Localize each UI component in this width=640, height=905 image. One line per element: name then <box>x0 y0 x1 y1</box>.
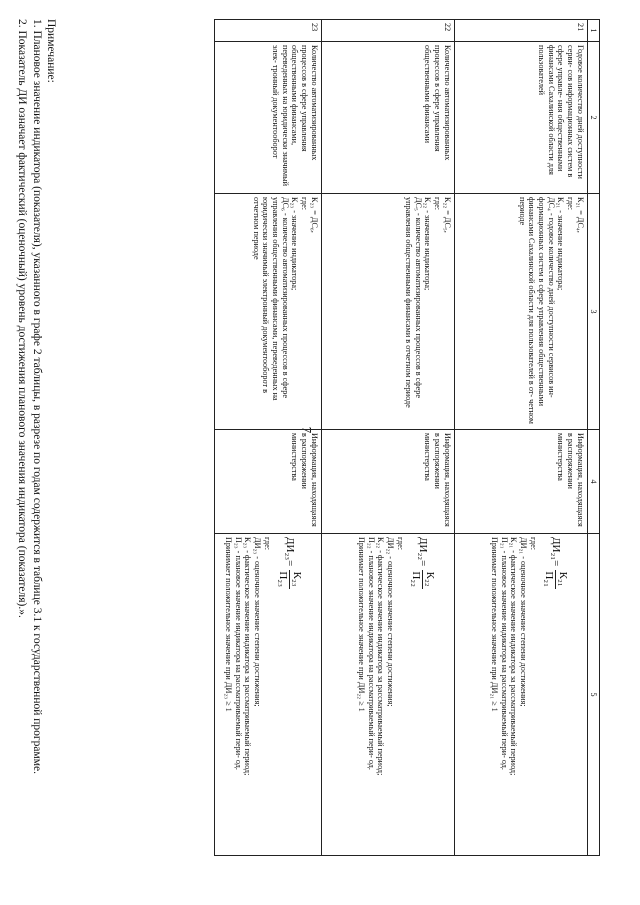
data-source: Информация, находящаяся в распоряжении министерства <box>321 430 454 534</box>
calc-line: К₂₁ = ДС₄, <box>575 197 585 233</box>
explain-line: где: <box>262 537 272 551</box>
calc-line: где: <box>299 197 309 211</box>
explain-line: ДИ₂₂ - оценочное значение степени достижения; <box>385 537 395 707</box>
explain-line: К₂₂ - фактическое значение индикатора за рассматриваемый период; <box>376 537 386 776</box>
rotated-page-content <box>16 11 600 881</box>
explain-line: П₂₂ - плановое значение индикатора на рассматриваемый пери- од. <box>366 537 376 770</box>
explain-line: Принимает положительное значение при ДИ₂₂ ≥ 1 <box>356 537 366 712</box>
header-col-4: 4 <box>587 430 599 534</box>
row-number: 23 <box>214 20 321 42</box>
table-row <box>321 20 454 856</box>
calc-line: К₂₂ = ДС₅, <box>442 197 452 233</box>
header-col-1: 1 <box>587 20 599 42</box>
fraction-numerator: К₂₃ <box>290 571 303 587</box>
fraction-denominator: П₂₂ <box>409 571 422 587</box>
calculation-cell <box>321 194 454 430</box>
calc-line: где: <box>432 197 442 211</box>
calc-line: К₂₂ - значение индикатора; <box>423 197 433 291</box>
calc-line: где: <box>565 197 575 211</box>
explain-line: Принимает положительное значение при ДИ₂₃ ≥ 1 <box>223 537 233 712</box>
row-number: 22 <box>321 20 454 42</box>
table-header-row <box>587 20 599 856</box>
footnote-item: 2. Показатель ДИ означает фактический (оценочный) уровень достижения планового значения индикатора (показателя).». <box>16 19 29 618</box>
explain-line: К₂₁ - фактическое значение индикатора за рассматриваемый период; <box>509 537 519 776</box>
indicator-name: Количество автоматизированных процессов в сфере управления общественными финансами <box>321 42 454 194</box>
explain-line: ДИ₂₃ - оценочное значение степени достижения; <box>252 537 262 707</box>
explain-line: Принимает положительное значение при ДИ₂₁ ≥ 1 <box>489 537 499 712</box>
row-number: 21 <box>454 20 587 42</box>
explain-line: К₂₃ - фактическое значение индикатора за рассматриваемый период; <box>243 537 253 776</box>
indicators-table <box>214 19 600 856</box>
fraction-denominator: П₂₃ <box>276 571 289 587</box>
footnote-item: 1. Плановое значение индикатора (показателя), указанного в графе 2 таблицы, в разрезе по годам содержится в таблице 3.1 к государственной программе. <box>30 19 43 775</box>
table-row <box>454 20 587 856</box>
fraction-numerator: К₂₂ <box>423 571 436 587</box>
calc-line: ДС₅ - количество автоматизированных процессов в сфере управления общественными финансами в отчетном периоде <box>403 197 423 408</box>
footnote <box>15 19 58 774</box>
formula <box>409 537 436 852</box>
calc-line: ДС₆ - количество автоматизированных процессов в сфере управления общественными финансами, переведенных на юридически значимый электронный документооборот в отчетном периоде <box>251 197 290 401</box>
header-col-2: 2 <box>587 42 599 194</box>
formula-lhs: ДИ₂₁= <box>549 537 562 567</box>
calc-line: К₂₃ - значение индикатора; <box>290 197 300 291</box>
fraction-denominator: П₂₁ <box>542 571 555 587</box>
data-source: Информация, находящаяся в распоряжении министерства <box>214 430 321 534</box>
calc-line: К₂₃ = ДС₆, <box>309 197 319 233</box>
evaluation-cell <box>454 534 587 856</box>
header-col-5: 5 <box>587 534 599 856</box>
evaluation-cell <box>214 534 321 856</box>
formula-lhs: ДИ₂₂= <box>416 537 429 567</box>
fraction <box>276 569 303 589</box>
formula-lhs: ДИ₂₃= <box>283 537 296 567</box>
fraction <box>542 569 569 589</box>
explain-line: П₂₁ - плановое значение индикатора на рассматриваемый пери- од. <box>499 537 509 770</box>
indicator-name: Годовое количество дней доступности серви- сов информационных систем в сфере управле- ния общественными финансами Сахалинской области для пользователей <box>454 42 587 194</box>
table-row <box>214 20 321 856</box>
evaluation-cell <box>321 534 454 856</box>
calc-line: К₂₁ - значение индикатора; <box>556 197 566 291</box>
explain-line: ДИ₂₁ - оценочное значение степени достижения; <box>518 537 528 707</box>
explain-line: где: <box>528 537 538 551</box>
explain-line: П₂₃ - плановое значение индикатора на рассматриваемый пери- од. <box>233 537 243 770</box>
footnote-title: Примечание: <box>45 19 57 83</box>
page-number: 7 <box>299 426 315 434</box>
fraction <box>409 569 436 589</box>
formula <box>542 537 569 852</box>
fraction-numerator: К₂₁ <box>556 571 569 587</box>
calc-line: ДС₄ - годовое количество дней доступности сервисов ин- формационных систем в сфере управления общественными финансами Сахалинской области для пользователей в от- четном периоде <box>517 197 556 424</box>
formula <box>276 537 303 852</box>
header-col-3: 3 <box>587 194 599 430</box>
explain-line: где: <box>395 537 405 551</box>
indicator-name: Количество автоматизированных процессов в сфере управления общественными финансами, переведенных на юридически значимый элек- тронный документооборот <box>214 42 321 194</box>
data-source: Информация, находящаяся в распоряжении министерства <box>454 430 587 534</box>
calculation-cell <box>214 194 321 430</box>
calculation-cell <box>454 194 587 430</box>
